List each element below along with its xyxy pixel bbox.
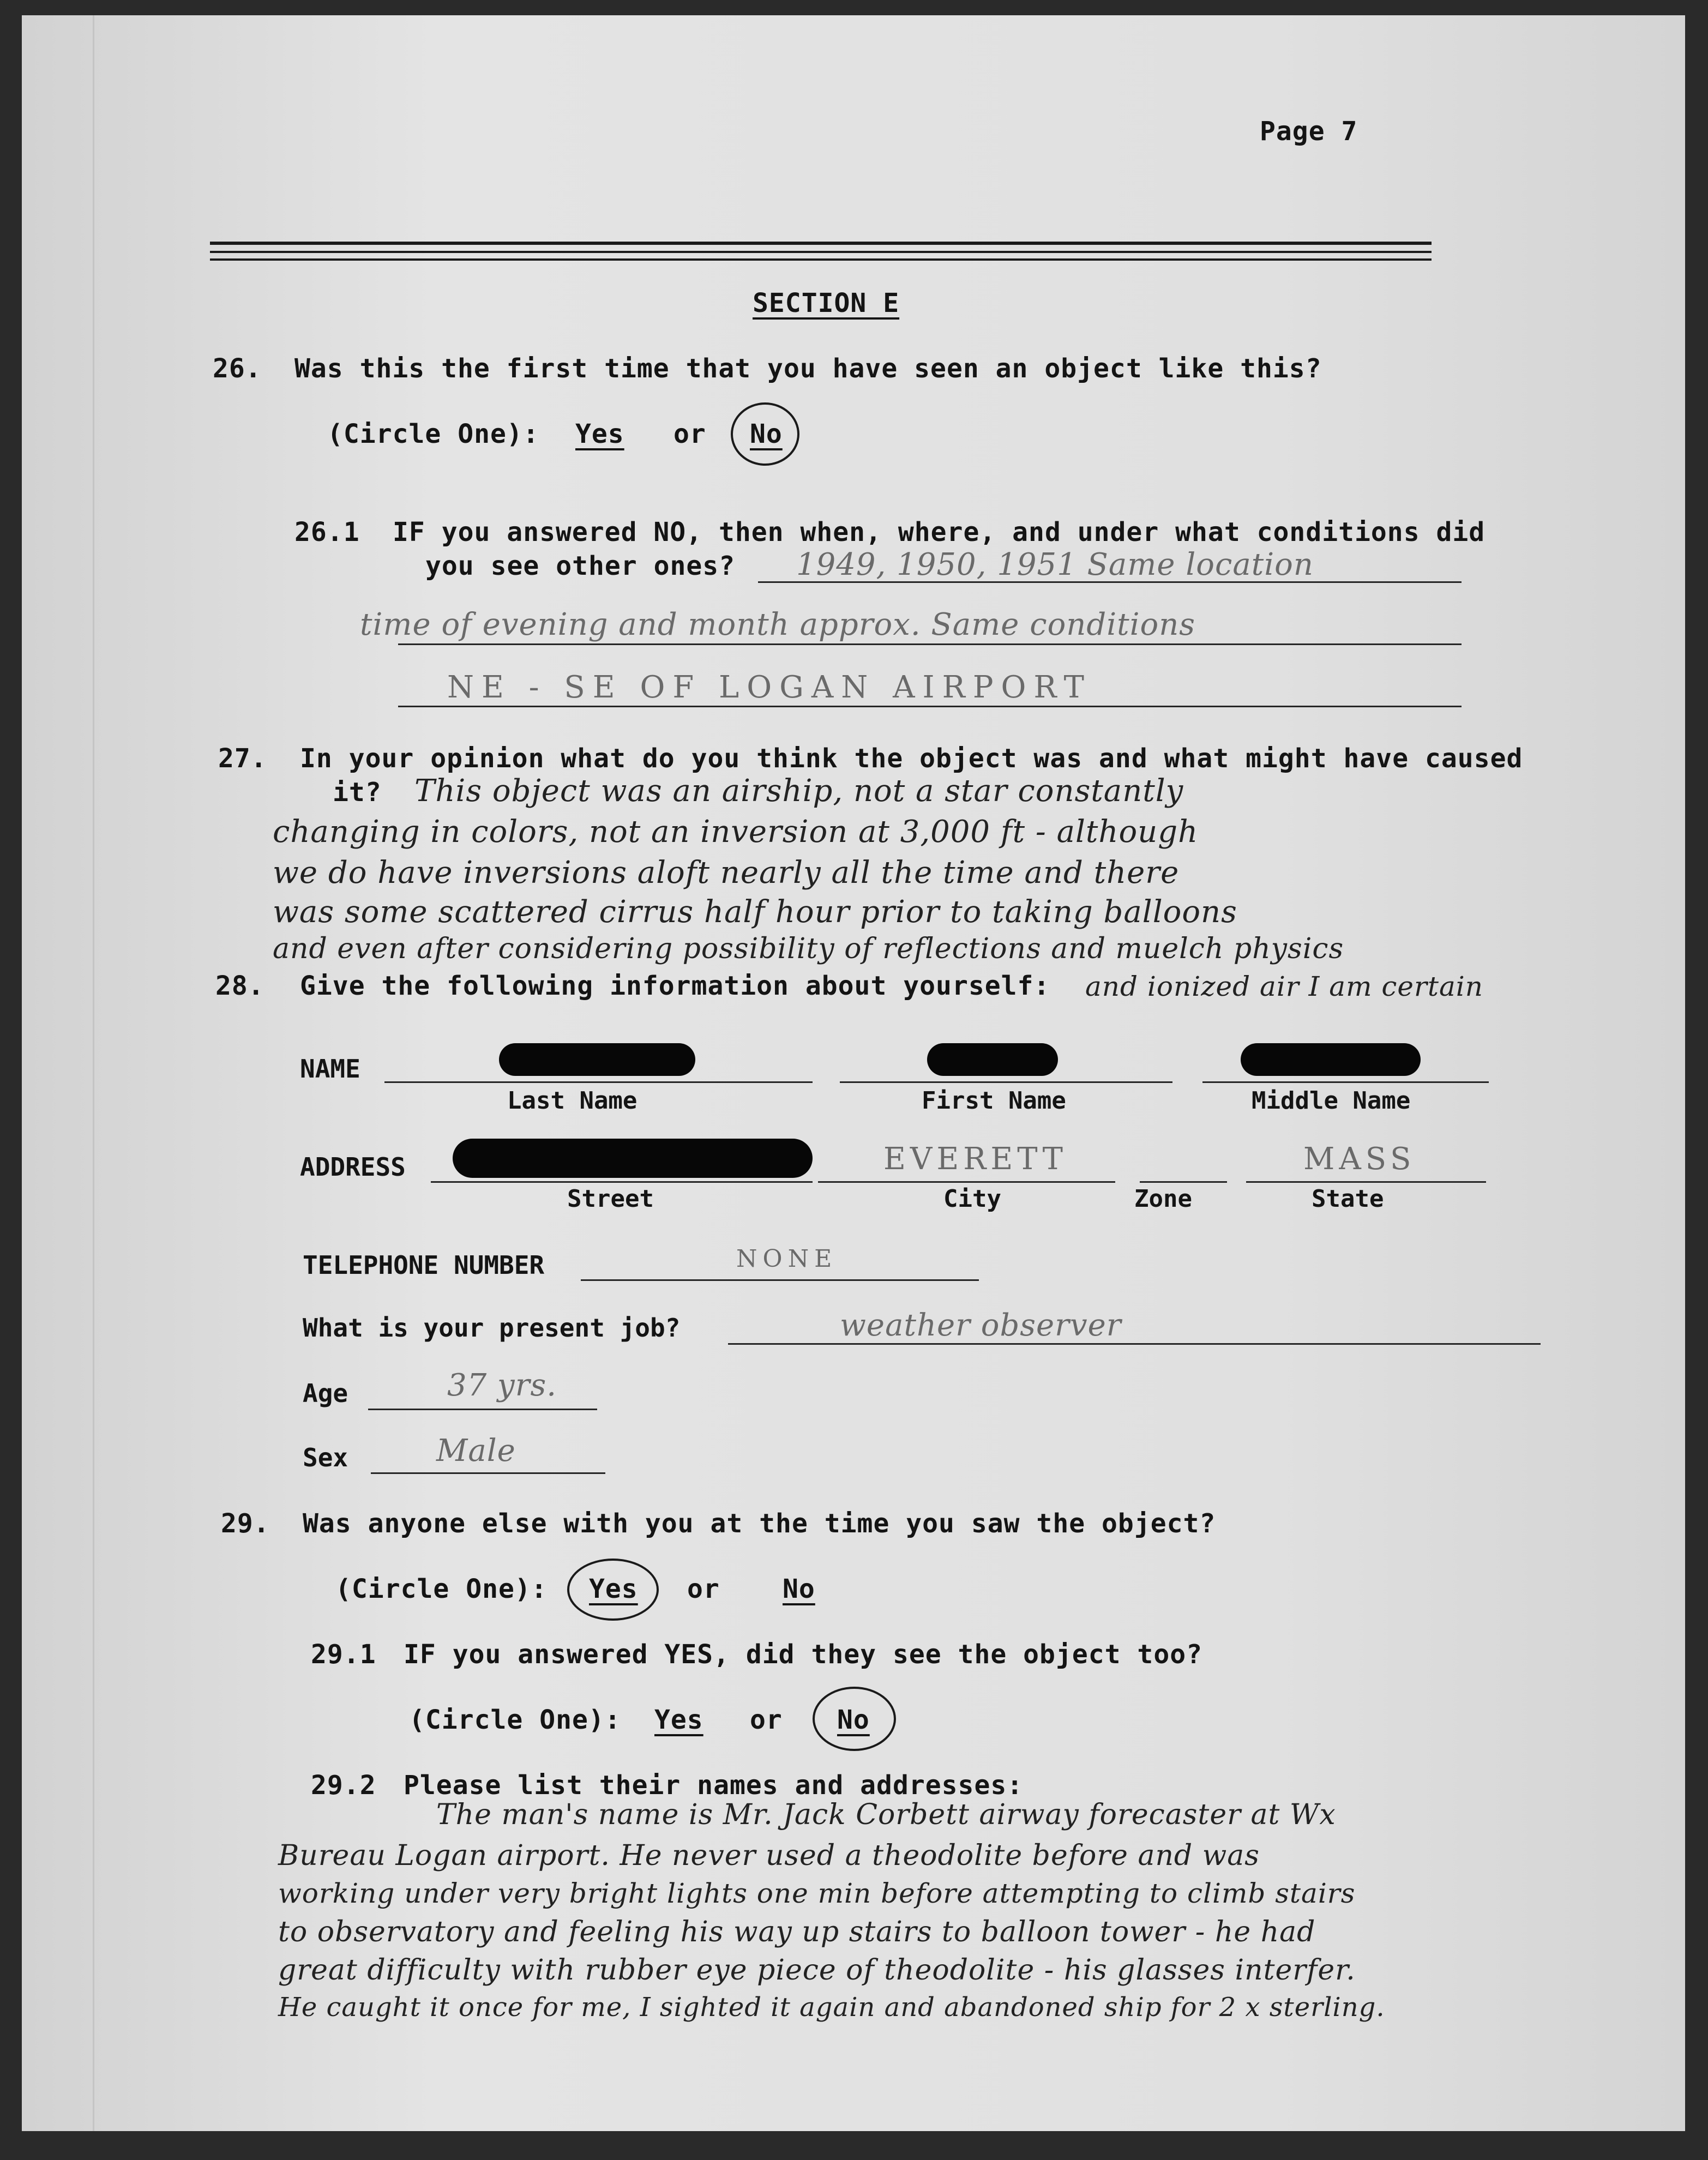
q29-2-answer-text1: The man's name is Mr. Jack Corbett airway forecaster at Wx bbox=[436, 1798, 1336, 1831]
state-line bbox=[1246, 1181, 1486, 1183]
q29-circle-one-label: (Circle One): bbox=[335, 1574, 548, 1604]
state-value: MASS bbox=[1303, 1141, 1416, 1177]
zone-line bbox=[1140, 1181, 1227, 1183]
q26-1-number: 26.1 bbox=[294, 517, 360, 547]
q27-answer-text4: was some scattered cirrus half hour prior to taking balloons bbox=[273, 894, 1237, 930]
page-number: Page 7 bbox=[1260, 116, 1358, 147]
q29-no-option: No bbox=[783, 1574, 815, 1604]
q26-no-option: No bbox=[750, 419, 783, 449]
q26-no-circled-mark bbox=[731, 402, 799, 466]
q29-1-text: IF you answered YES, did they see the object too? bbox=[404, 1639, 1203, 1670]
form-page bbox=[22, 15, 1685, 2131]
q26-number: 26. bbox=[213, 353, 262, 384]
q29-2-answer-text5: great difficulty with rubber eye piece of theodolite - his glasses interfer. bbox=[278, 1954, 1356, 1987]
q27-number: 27. bbox=[218, 743, 267, 774]
sex-value: Male bbox=[436, 1433, 516, 1469]
q29-1-no-circled-mark bbox=[813, 1687, 896, 1751]
q29-text: Was anyone else with you at the time you saw the object? bbox=[303, 1508, 1216, 1539]
telephone-value: NONE bbox=[736, 1245, 838, 1273]
middle-name-redaction bbox=[1241, 1043, 1421, 1076]
q29-yes-circled-mark bbox=[567, 1559, 659, 1621]
address-label: ADDRESS bbox=[300, 1152, 406, 1182]
q29-1-number: 29.1 bbox=[311, 1639, 376, 1670]
q27-answer-text3: we do have inversions aloft nearly all the time and there bbox=[273, 855, 1180, 891]
q26-or: or bbox=[673, 419, 706, 449]
q26-1-text-line1: IF you answered NO, then when, where, and under what conditions did bbox=[393, 517, 1486, 547]
q29-1-circle-one-label: (Circle One): bbox=[409, 1705, 621, 1735]
city-value: EVERETT bbox=[883, 1141, 1067, 1177]
q29-1-or: or bbox=[750, 1705, 783, 1735]
street-redaction bbox=[453, 1139, 813, 1178]
q26-1-answer-text2: time of evening and month approx. Same conditions bbox=[360, 607, 1196, 642]
header-rule-middle bbox=[210, 251, 1432, 253]
q27-answer-text1: This object was an airship, not a star constantly bbox=[414, 773, 1184, 809]
q27-text-line2: it? bbox=[333, 777, 382, 808]
q28-number: 28. bbox=[215, 971, 264, 1001]
q29-or: or bbox=[687, 1574, 720, 1604]
q26-circle-one-label: (Circle One): bbox=[327, 419, 539, 449]
first-name-redaction bbox=[927, 1043, 1058, 1076]
sex-label: Sex bbox=[303, 1443, 348, 1472]
section-title: SECTION E bbox=[753, 288, 900, 318]
telephone-line bbox=[581, 1279, 979, 1281]
q26-1-answer-line3 bbox=[398, 706, 1462, 707]
age-line bbox=[368, 1409, 597, 1410]
state-caption: State bbox=[1312, 1185, 1384, 1213]
telephone-label: TELEPHONE NUMBER bbox=[303, 1250, 545, 1280]
q29-2-answer-text3: working under very bright lights one min before attempting to climb stairs bbox=[278, 1878, 1356, 1909]
age-label: Age bbox=[303, 1379, 348, 1408]
q29-2-text: Please list their names and addresses: bbox=[404, 1770, 1024, 1801]
q29-number: 29. bbox=[221, 1508, 270, 1539]
age-value: 37 yrs. bbox=[447, 1368, 557, 1403]
middle-name-caption: Middle Name bbox=[1252, 1087, 1411, 1115]
q29-2-answer-text4: to observatory and feeling his way up stairs to balloon tower - he had bbox=[278, 1916, 1316, 1948]
q27-text-line1: In your opinion what do you think the object was and what might have caused bbox=[300, 743, 1523, 774]
q26-1-answer-line2 bbox=[398, 643, 1462, 645]
q29-yes-option: Yes bbox=[589, 1574, 638, 1604]
page-edge-shadow bbox=[93, 15, 94, 2131]
q29-2-answer-text6: He caught it once for me, I sighted it again and abandoned ship for 2 x sterling. bbox=[278, 1992, 1385, 2023]
job-line bbox=[728, 1343, 1541, 1345]
street-line bbox=[431, 1181, 813, 1183]
q29-2-number: 29.2 bbox=[311, 1770, 376, 1801]
first-name-line bbox=[840, 1081, 1172, 1083]
q29-1-yes-option: Yes bbox=[654, 1705, 703, 1735]
middle-name-line bbox=[1202, 1081, 1489, 1083]
q26-1-answer-text3: NE - SE OF LOGAN AIRPORT bbox=[447, 670, 1092, 705]
header-rule-bottom bbox=[210, 258, 1432, 261]
q29-1-no-option: No bbox=[837, 1705, 870, 1735]
q26-1-text-line2: you see other ones? bbox=[425, 551, 736, 581]
street-caption: Street bbox=[567, 1185, 654, 1213]
zone-caption: Zone bbox=[1134, 1185, 1192, 1213]
job-value: weather observer bbox=[840, 1308, 1122, 1343]
q26-yes-option: Yes bbox=[575, 419, 624, 449]
q29-2-answer-text2: Bureau Logan airport. He never used a theodolite before and was bbox=[278, 1839, 1260, 1872]
q26-text: Was this the first time that you have seen an object like this? bbox=[294, 353, 1322, 384]
q27-answer-text5: and even after considering possibility of reflections and muelch physics bbox=[273, 932, 1344, 965]
job-label: What is your present job? bbox=[303, 1313, 681, 1343]
q26-1-answer-text1: 1949, 1950, 1951 Same location bbox=[796, 547, 1314, 582]
q27-answer-text6: and ionized air I am certain bbox=[1085, 971, 1483, 1002]
last-name-redaction bbox=[499, 1043, 695, 1076]
header-rule-top bbox=[210, 242, 1432, 245]
city-caption: City bbox=[943, 1185, 1001, 1213]
city-line bbox=[818, 1181, 1115, 1183]
name-label: NAME bbox=[300, 1054, 360, 1084]
last-name-caption: Last Name bbox=[507, 1087, 638, 1115]
sex-line bbox=[371, 1472, 605, 1474]
first-name-caption: First Name bbox=[922, 1087, 1066, 1115]
last-name-line bbox=[384, 1081, 813, 1083]
q28-text: Give the following information about yourself: bbox=[300, 971, 1050, 1001]
q27-answer-text2: changing in colors, not an inversion at 3,000 ft - although bbox=[273, 814, 1199, 850]
